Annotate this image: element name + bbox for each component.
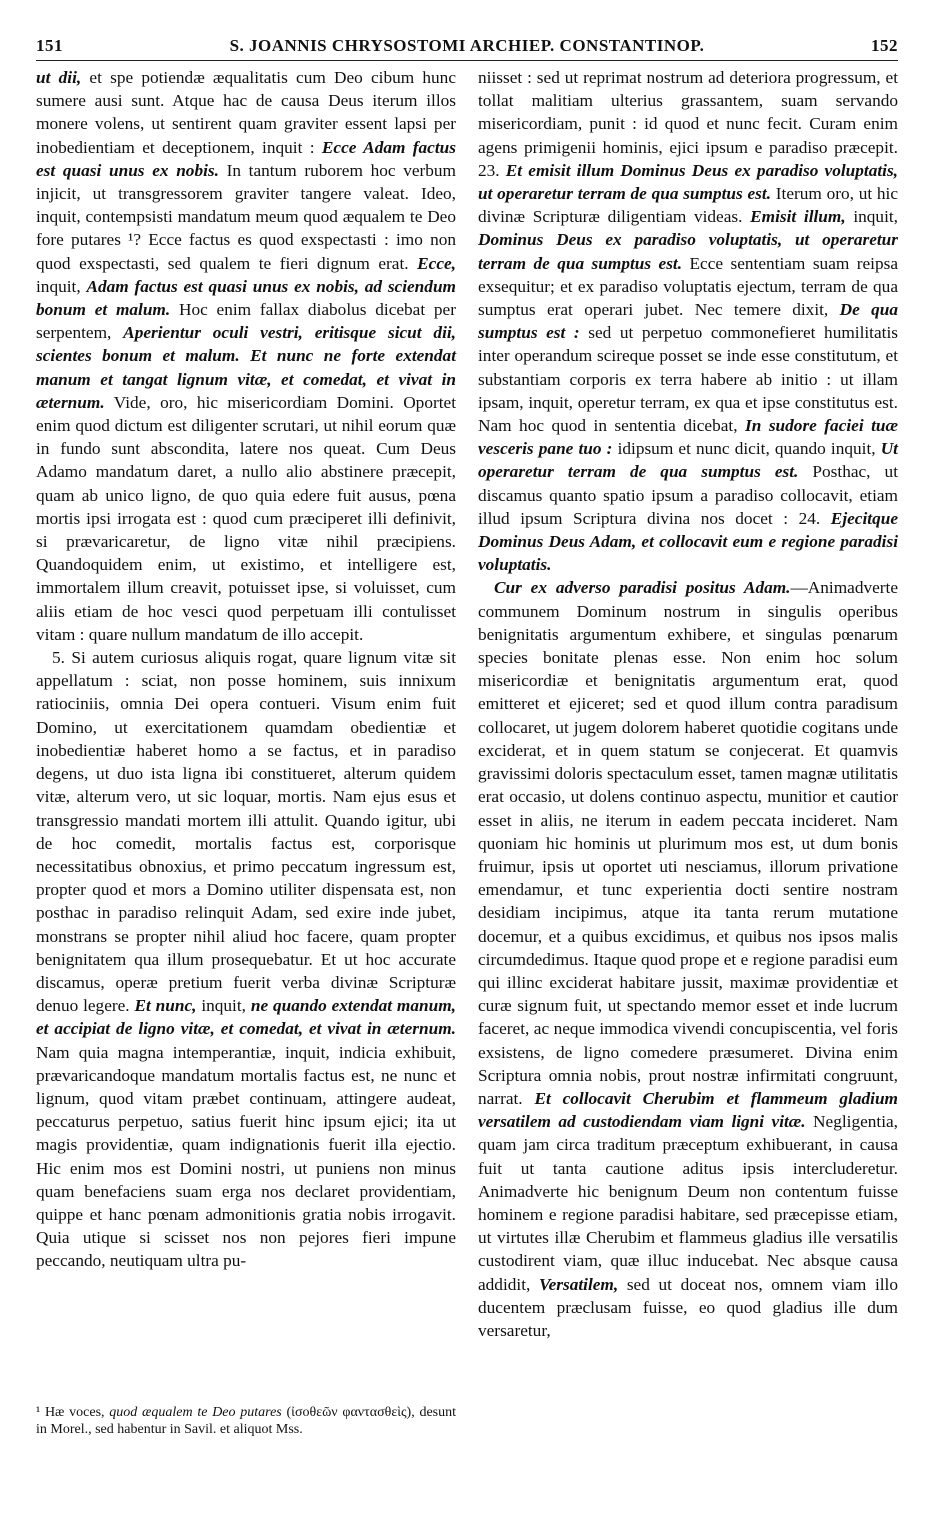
text-run: ¹ Hæ voces, — [36, 1405, 110, 1420]
italic-run: Ejecitque Dominus Deus Adam, et collocavit eum e regione paradisi voluptatis. — [478, 508, 898, 575]
text-run: (ἰσοθεῶν φαντασθεὶς), desunt in Morel., sed habentur in Savil. et aliquot Mss. — [36, 1405, 456, 1437]
text-run: In tantum ruborem hoc verbum injicit, ut transgressorem graviter tangere valeat. Ideo, inquit, contempsisti mandatum meum quod æqualem te Deo fore putares ¹? Ecce factus es quod exspectasti : imo non quod exspectasti, sed qualem te fieri dignum erat. — [36, 160, 456, 273]
italic-run: Et emisit illum Dominus Deus ex paradiso voluptatis, ut operaretur terram de qua sumptus est. — [478, 160, 898, 204]
left-paragraph-2 — [36, 646, 456, 1272]
page-number-left: 151 — [36, 36, 63, 55]
right-paragraph-2 — [478, 576, 898, 1342]
text-run: idipsum et nunc dicit, quando inquit, — [612, 439, 881, 459]
left-paragraph-1 — [36, 66, 456, 646]
page-number-right: 152 — [871, 36, 898, 55]
text-run: Ecce sententiam suam reipsa exsequitur; et ex paradiso voluptatis ejectum, terram de qua sumptus erat operari jubet. Nec temere dixit, — [478, 253, 899, 320]
italic-run: ut dii, — [36, 68, 82, 87]
text-run: Iterum oro, ut hic divinæ Scripturæ diligentiam videas. — [478, 184, 898, 227]
running-title: S. JOANNIS CHRYSOSTOMI ARCHIEP. CONSTANTINOP. — [229, 36, 705, 55]
italic-run: Ut operaretur terram de qua sumptus est. — [478, 439, 898, 482]
italic-run: Versatilem, — [538, 1274, 619, 1294]
text-run: inquit, — [196, 996, 251, 1016]
italic-run: Aperientur oculi vestri, eritisque sicut dii, scientes bonum et malum. Et nunc ne forte extendat manum et tangat lignum vitæ, et comedat, et vivat in æternum. — [36, 323, 456, 412]
text-run: et spe potiendæ æqualitatis cum Deo cibum hunc sumere ausi sunt. Atque hac de causa Deus iterum illos monere volens, ut sentirent quam graviter essent lapsi per inobedientiam et deceptionem, inquit : — [36, 68, 456, 157]
italic-run: Emisit illum, — [750, 207, 846, 227]
italic-run: De qua sumptus est : — [478, 300, 898, 343]
text-run: sed ut perpetuo commonefieret humilitatis inter operandum scireque posset se inde esse constitutum, et substantiam corporis ex terra habere ab initio : ut illam ipsam, inquit, operetur terram, ex qua et ipse constitutus est. Nam hoc quod in sententia dicebat, — [478, 323, 898, 436]
text-run: Posthac, ut discamus quanto spatio ipsum a paradiso collocavit, etiam illud ipsum Scriptura divina nos docet : 24. — [478, 462, 898, 528]
text-run: Negligentia, quam jam circa traditum præceptum exhibuerant, in causa fuit ut tanta cautione aditus ipsis intercluderetur. Animadverte hic benignum Deum non contentum fuisse hominem e regione paradisi habitare, sed præcepisse etiam, ut virtutes illæ Cherubim et flammeus gladius ille versatilis custodirent viam, quæ illuc inducebat. Nec absque causa addidit, — [478, 1112, 898, 1294]
text-run: niisset : sed ut reprimat nostrum ad deteriora progressum, et tollat malitiam ulterius grassantem, suam servando misericordiam, punit : id quod et nunc fecit. Curam enim agens primigenii hominis, ejici ipsum e paradiso præcepit. 23. — [478, 68, 898, 180]
text-run: 5. Si autem curiosus aliquis rogat, quare lignum vitæ sit appellatum : sciat, non posse hominem, suis innixum ratiociniis, omnia Dei opera contueri. Visum enim fuit Domino, ut exercitationem quamdam obedientiæ et inobedientiæ haberet homo a se factus, et in paradiso degens, ut duo ista ligna ibi constitueret, alterum quidem vitæ, alterum vero, ut sic loquar, mortis. Nam ejus esus et transgressio mandati mortem illi attulit. Quando igitur, ubi de hoc comedit, mortalis factus est, corporisque necessitatibus obnoxius, et primo peccatum ingressum est, propter quod et mors a Domino utiliter dispensata est, non posthac in paradiso relinquit Adam, sed exire inde jubet, monstrans se propter nihil aliud hoc facere, quam propter benignitatem qua illum prosequebatur. Et ut hoc accurate discamus, operæ pretium fuerit verba divinæ Scripturæ denuo legere. — [36, 648, 456, 1016]
italic-run: In sudore faciei tuæ vesceris pane tuo : — [478, 416, 899, 459]
text-run: inquit, — [845, 207, 898, 227]
italic-run: Et collocavit Cherubim et flammeum gladium versatilem ad custodiendam viam ligni vitæ. — [478, 1088, 898, 1132]
footnote — [36, 1404, 456, 1438]
text-run: Hoc enim fallax diabolus dicebat per serpentem, — [36, 300, 456, 343]
left-column — [36, 66, 456, 1273]
italic-run: Ecce Adam factus est quasi unus ex nobis. — [36, 137, 456, 180]
italic-run: quod æqualem te Deo putares — [109, 1405, 282, 1420]
text-run: sed ut doceat nos, omnem viam illo ducentem præclusam fuisse, eo quod gladius ille dum versaretur, — [478, 1274, 899, 1340]
italic-run: ne quando extendat manum, et accipiat de ligno vitæ, et comedat, et vivat in æternum. — [36, 996, 457, 1039]
text-run: Vide, oro, hic misericordiam Domini. Oportet enim quod dictum est diligenter scrutari, ut nihil eorum quæ in fundo sunt abscondita, latere nos queat. Cum Deus Adamo mandatum daret, a nullo alio abstinere præcepit, quam ab unico ligno, de quo quia edere fuit ausus, pœna mortis ipsi irrogata est : quod cum præciperet illi definivit, si prævaricaretur, de ligno vitæ nihil præcipiens. Quandoquidem enim, ut existimo, et intelligere est, immortalem illum creavit, potuisset ipse, si voluisset, cum aliis etiam de hoc vesci quod perpetuam illi contulisset vitam : quare nullum mandatum de illo accepit. — [36, 392, 456, 644]
italic-run: Adam factus est quasi unus ex nobis, ad sciendum bonum et malum. — [36, 276, 456, 320]
italic-run: Dominus Deus ex paradiso voluptatis, ut operaretur terram de qua sumptus est. — [478, 230, 898, 273]
header-rule — [36, 60, 898, 61]
right-paragraph-1 — [478, 66, 898, 576]
text-run: Nam quia magna intemperantiæ, inquit, indicia exhibuit, prævaricandoque mandatum mortalis factus est, ne nunc et lignum, quod vitam præbet continuam, attingere audeat, peccaturus perpetuo, satius fuerit hinc ipsum ejici; ita ut magis providentiæ, quam indignationis fuerit illa ejectio. Hic enim mos est Domini nostri, ut puniens non minus quam benefaciens suam erga nos declaret providentiam, quippe et hanc pœnam admonitionis gratia nobis irrogavit. Quia utique si scisset nos non pejores fieri impune peccando, neutiquam ultra pu- — [36, 1042, 456, 1271]
text-run: —Animadverte communem Dominum nostrum in singulis operibus benignitatis argumentum exhibere, et singulas pœnarum species bonitate plenas esse. Non enim hoc solum misericordiæ et benignitatis argumentum erat, quod emitteret et ejiceret; sed et quod illum contra paradisum collocaret, ut jugem dolorem haberet quotidie cogitans unde exciderat, et in quem statum se conjecerat. Et quamvis gravissimi doloris spectaculum esset, tamen magnæ utilitatis erat occasio, ut dolens continuo aspectu, munitior et cautior esset in aliis, ne iterum in eadem peccata incideret. Nam quoniam hic hominis ut plurimum mos est, ut dum bonis fruimur, ipsis ut oportet uti nesciamus, illorum privatione emendamur, et tunc experientia docti sentire nostram desidiam incipimus, atque ita tanta rerum mutatione docemur, et a quibus excidimus, et quibus nos ipsos malis circumdedimus. Itaque quod prope et e regione paradisi eum qui illinc exciderat habitare jussit, maximæ providentiæ et curæ signum fuit, ut spectando memor esset et inde lucrum faceret, ac neque immodica vivendi concupiscentia, vel foris exsistens, de ligno comedere præsumeret. Divina enim Scriptura omnia nobis, prout nostræ infirmitati congruunt, narrat. — [478, 578, 898, 1108]
italic-run: Ecce, — [417, 253, 456, 273]
italic-run: Et nunc, — [134, 996, 197, 1016]
italic-run: Cur ex adverso paradisi positus Adam. — [494, 578, 791, 598]
right-column — [478, 66, 898, 1342]
text-run: inquit, — [36, 276, 87, 296]
running-head — [36, 28, 898, 58]
